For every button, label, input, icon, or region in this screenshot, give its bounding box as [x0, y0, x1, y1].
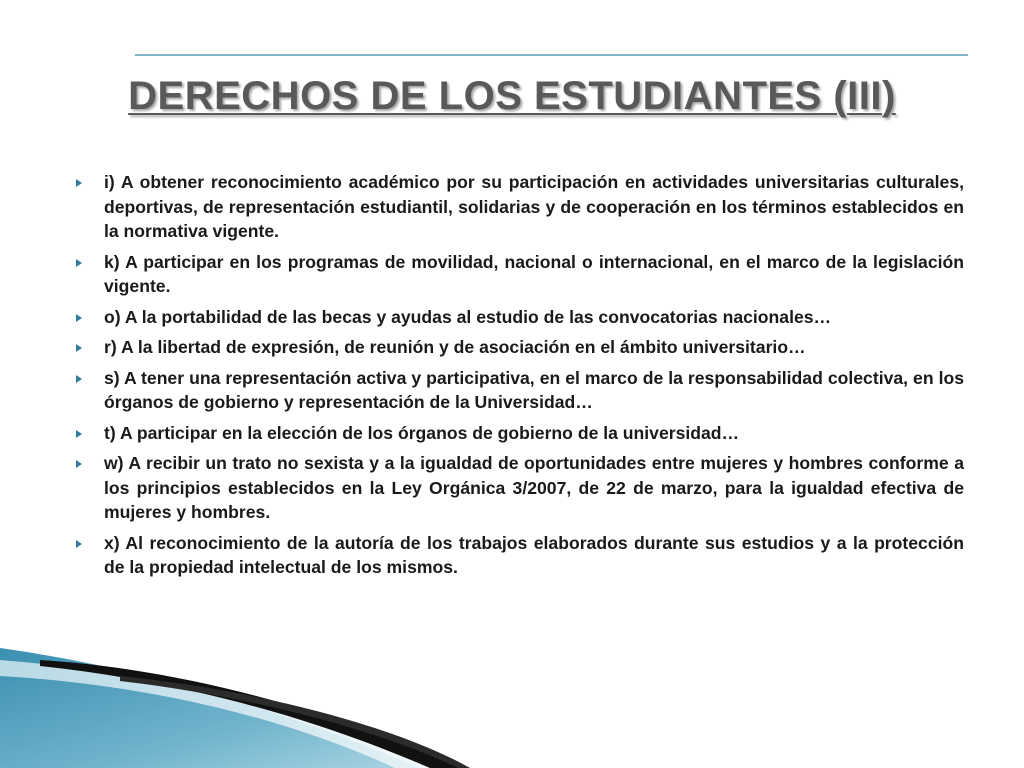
bullet-item	[74, 250, 964, 299]
bullet-text: x) Al reconocimiento de la autoría de los trabajos elaborados durante sus estudios y a la protección de la propiedad intelectual de los mismos.	[104, 532, 964, 577]
bullet-arrow-icon	[76, 344, 82, 352]
bullet-item	[74, 421, 964, 446]
bullet-text: k) A participar en los programas de movilidad, nacional o internacional, en el marco de la legislación vigente.	[104, 251, 964, 296]
bullet-arrow-icon	[76, 460, 82, 468]
bullet-arrow-icon	[76, 540, 82, 548]
bullet-text: w) A recibir un trato no sexista y a la igualdad de oportunidades entre mujeres y hombres conforme a los principios establecidos en la Ley Orgánica 3/2007, de 22 de marzo, para la igualdad efectiva de mujeres y hombres.	[104, 453, 964, 522]
bullet-arrow-icon	[76, 375, 82, 383]
bullet-item	[74, 305, 964, 330]
bullet-text: s) A tener una representación activa y participativa, en el marco de la responsabilidad colectiva, en los órganos de gobierno y representación de la Universidad…	[104, 367, 964, 412]
bullet-arrow-icon	[76, 314, 82, 322]
bullet-text: i) A obtener reconocimiento académico por su participación en actividades universitarias culturales, deportivas, de representación estudiantil, solidarias y de cooperación en los términos establecidos en la normativa vigente.	[104, 172, 964, 241]
bullet-list	[74, 170, 964, 586]
bullet-arrow-icon	[76, 179, 82, 187]
top-divider-line	[135, 54, 968, 56]
bullet-arrow-icon	[76, 430, 82, 438]
bullet-text: r) A la libertad de expresión, de reunión y de asociación en el ámbito universitario…	[104, 337, 806, 357]
bullet-item	[74, 451, 964, 525]
bullet-text: t) A participar en la elección de los órganos de gobierno de la universidad…	[104, 422, 740, 443]
bullet-item	[74, 170, 964, 244]
bullet-text: o) A la portabilidad de las becas y ayudas al estudio de las convocatorias nacionales…	[104, 306, 832, 327]
bullet-arrow-icon	[76, 259, 82, 267]
bullet-item	[74, 366, 964, 415]
slide-title: DERECHOS DE LOS ESTUDIANTES (III)	[128, 74, 896, 118]
bullet-item	[74, 335, 964, 360]
bullet-item	[74, 531, 964, 580]
